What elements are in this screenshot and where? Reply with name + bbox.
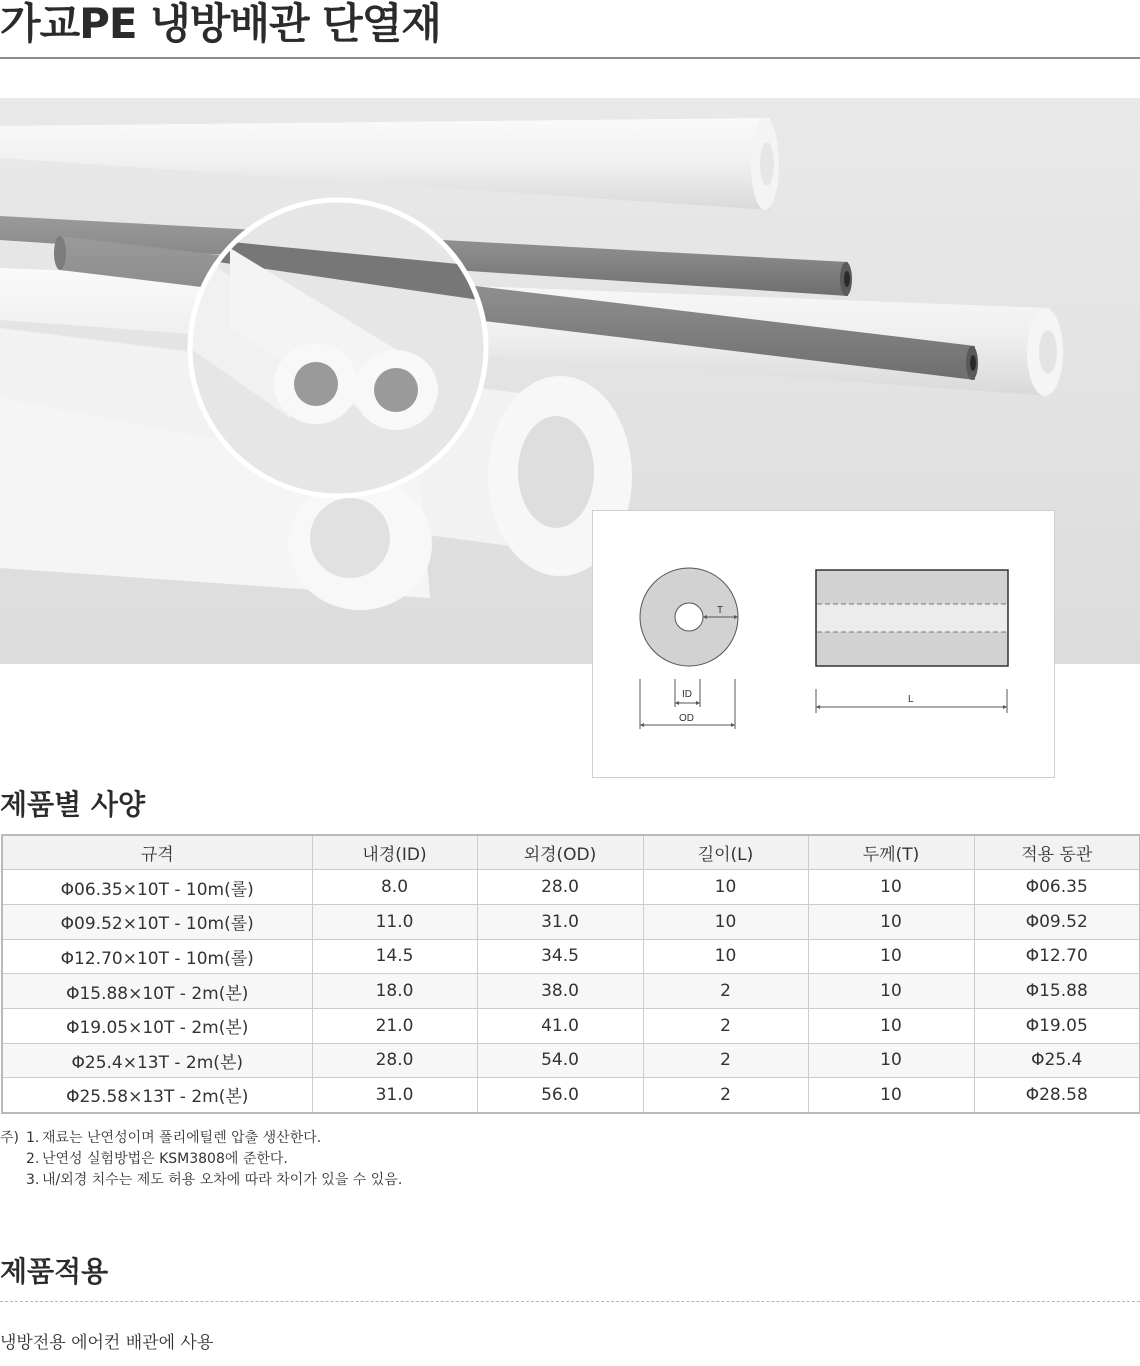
cell-od: 38.0	[477, 974, 643, 1009]
cross-section-inner	[675, 603, 703, 631]
cell-spec: Φ06.35×10T - 10m(롤)	[2, 870, 312, 905]
cell-length: 10	[643, 904, 808, 939]
note-text: 난연성 실험방법은 KSM3808에 준한다.	[42, 1151, 288, 1167]
od-label: OD	[679, 713, 694, 724]
cell-thickness: 10	[808, 939, 974, 974]
cell-thickness: 10	[808, 870, 974, 905]
note-text: 내/외경 치수는 제도 허용 오차에 따라 차이가 있을 수 있음.	[42, 1172, 403, 1188]
table-row	[2, 1043, 1140, 1078]
note-number: 1.	[26, 1130, 40, 1146]
cell-length: 2	[643, 1078, 808, 1113]
cell-copper-pipe: Φ06.35	[974, 870, 1140, 905]
cell-length: 10	[643, 870, 808, 905]
cell-length: 10	[643, 939, 808, 974]
header-copper-pipe: 적용 동관	[974, 835, 1140, 870]
cell-spec: Φ09.52×10T - 10m(롤)	[2, 904, 312, 939]
note-number: 2.	[26, 1151, 40, 1167]
dimension-diagram	[592, 510, 1055, 778]
cell-thickness: 10	[808, 1008, 974, 1043]
header-thickness: 두께(T)	[808, 835, 974, 870]
notes-list	[0, 1128, 402, 1191]
cell-copper-pipe: Φ19.05	[974, 1008, 1140, 1043]
spec-section-title: 제품별 사양	[0, 788, 145, 821]
note-number: 3.	[26, 1172, 40, 1188]
cell-spec: Φ25.58×13T - 2m(본)	[2, 1078, 312, 1113]
cell-spec: Φ25.4×13T - 2m(본)	[2, 1043, 312, 1078]
cell-thickness: 10	[808, 974, 974, 1009]
cell-od: 41.0	[477, 1008, 643, 1043]
cell-copper-pipe: Φ09.52	[974, 904, 1140, 939]
table-row	[2, 974, 1140, 1009]
dimension-diagram-drawing	[593, 511, 1056, 779]
notes-prefix: 주)	[0, 1130, 19, 1146]
table-row	[2, 1008, 1140, 1043]
note-item	[0, 1128, 402, 1149]
header-od: 외경(OD)	[477, 835, 643, 870]
note-text: 재료는 난연성이며 폴리에틸렌 압출 생산한다.	[42, 1130, 322, 1146]
cell-id: 14.5	[312, 939, 477, 974]
cell-copper-pipe: Φ15.88	[974, 974, 1140, 1009]
cell-thickness: 10	[808, 1078, 974, 1113]
header-length: 길이(L)	[643, 835, 808, 870]
note-item	[0, 1149, 402, 1170]
application-divider	[0, 1301, 1140, 1302]
cell-id: 28.0	[312, 1043, 477, 1078]
table-row	[2, 870, 1140, 905]
note-item	[0, 1170, 402, 1191]
header-id: 내경(ID)	[312, 835, 477, 870]
table-row	[2, 939, 1140, 974]
cell-length: 2	[643, 974, 808, 1009]
cell-length: 2	[643, 1008, 808, 1043]
table-row	[2, 1078, 1140, 1113]
cell-id: 21.0	[312, 1008, 477, 1043]
cell-thickness: 10	[808, 1043, 974, 1078]
cell-od: 54.0	[477, 1043, 643, 1078]
cell-od: 28.0	[477, 870, 643, 905]
application-text: 냉방전용 에어컨 배관에 사용	[0, 1333, 214, 1353]
application-section-title: 제품적용	[0, 1255, 109, 1288]
page-title: 가교PE 냉방배관 단열재	[0, 0, 441, 48]
cell-id: 8.0	[312, 870, 477, 905]
white-tube-back	[0, 118, 779, 210]
cell-id: 31.0	[312, 1078, 477, 1113]
title-divider	[0, 57, 1140, 59]
cell-spec: Φ19.05×10T - 2m(본)	[2, 1008, 312, 1043]
cell-spec: Φ15.88×10T - 2m(본)	[2, 974, 312, 1009]
cell-length: 2	[643, 1043, 808, 1078]
cell-id: 18.0	[312, 974, 477, 1009]
table-row	[2, 904, 1140, 939]
cell-od: 31.0	[477, 904, 643, 939]
thickness-label: T	[717, 605, 724, 616]
cell-od: 56.0	[477, 1078, 643, 1113]
length-label: L	[908, 694, 914, 705]
cell-copper-pipe: Φ28.58	[974, 1078, 1140, 1113]
spec-table	[1, 834, 1140, 1114]
spec-table-header-row	[2, 835, 1140, 870]
cell-spec: Φ12.70×10T - 10m(롤)	[2, 939, 312, 974]
header-spec: 규격	[2, 835, 312, 870]
id-label: ID	[682, 689, 692, 700]
cell-od: 34.5	[477, 939, 643, 974]
cell-copper-pipe: Φ25.4	[974, 1043, 1140, 1078]
cell-thickness: 10	[808, 904, 974, 939]
cell-copper-pipe: Φ12.70	[974, 939, 1140, 974]
cell-id: 11.0	[312, 904, 477, 939]
